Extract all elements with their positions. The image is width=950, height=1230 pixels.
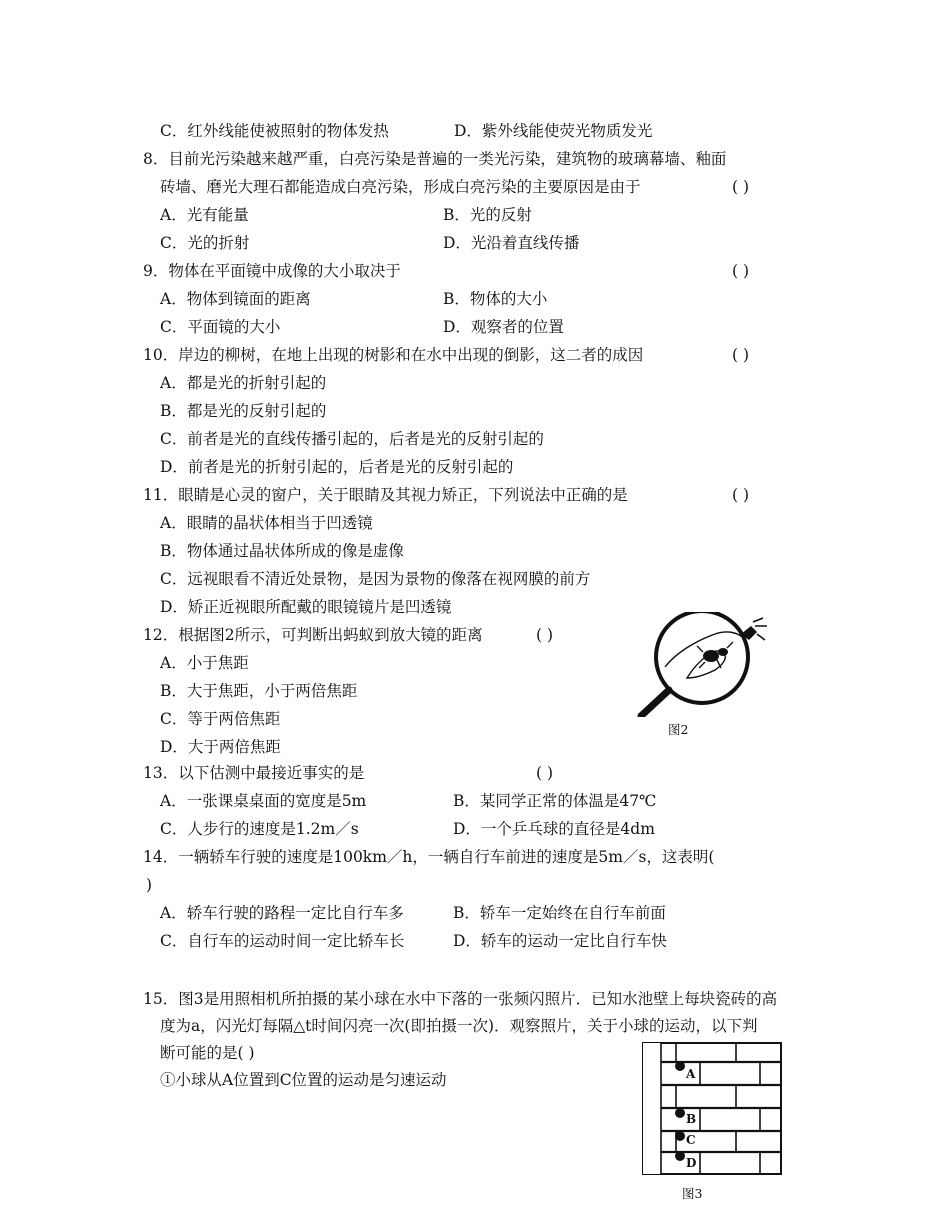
q10-stem: 10．岸边的柳树，在地上出现的树影和在水中出现的倒影，这二者的成因: [143, 346, 644, 364]
q11-option-d: D．矫正近视眼所配戴的眼镜镜片是凹透镜: [160, 598, 452, 616]
q15-stem-line3: 断可能的是( ): [160, 1044, 255, 1062]
q12-option-c: C．等于两倍焦距: [160, 710, 281, 728]
ball-label-b: B: [686, 1112, 697, 1126]
q12-option-a: A．小于焦距: [160, 654, 249, 672]
q15-stem-line2: 度为a，闪光灯每隔△t时间闪亮一次(即拍摄一次)．观察照片，关于小球的运动，以下判: [160, 1017, 758, 1035]
q10-answer-bracket: ( ): [732, 346, 750, 364]
q12-option-b: B．大于焦距，小于两倍焦距: [160, 682, 358, 700]
q13-option-a: A．一张课桌桌面的宽度是5m: [160, 792, 367, 810]
q13-option-d: D．一个乒乓球的直径是4dm: [453, 820, 655, 838]
q14-option-b: B．轿车一定始终在自行车前面: [453, 904, 666, 922]
ball-label-a: A: [686, 1067, 696, 1081]
figure-2-caption: 图2: [668, 722, 689, 737]
q8-option-a: A．光有能量: [160, 206, 249, 224]
q14-option-d: D．轿车的运动一定比自行车快: [453, 932, 667, 950]
q7-option-d: D．紫外线能使荧光物质发光: [454, 122, 653, 140]
ball-label-c: C: [686, 1133, 696, 1147]
q13-option-b: B．某同学正常的体温是47℃: [453, 792, 657, 810]
ball-label-d: D: [686, 1156, 697, 1170]
q11-option-c: C．远视眼看不清近处景物，是因为景物的像落在视网膜的前方: [160, 570, 591, 588]
q9-option-a: A．物体到镜面的距离: [160, 290, 311, 308]
q9-answer-bracket: ( ): [732, 262, 750, 280]
q11-stem: 11．眼睛是心灵的窗户，关于眼睛及其视力矫正，下列说法中正确的是: [143, 486, 628, 504]
q7-option-c: C．红外线能使被照射的物体发热: [160, 122, 389, 140]
q14-option-a: A．轿车行驶的路程一定比自行车多: [160, 904, 404, 922]
q9-option-b: B．物体的大小: [443, 290, 548, 308]
q14-option-c: C．自行车的运动时间一定比轿车长: [160, 932, 405, 950]
q10-option-d: D．前者是光的折射引起的，后者是光的反射引起的: [160, 458, 514, 476]
q13-stem: 13．以下估测中最接近事实的是: [143, 764, 365, 782]
q14-stem-line2: ): [146, 876, 153, 894]
q9-option-d: D．观察者的位置: [443, 318, 564, 336]
q13-answer-bracket: ( ): [536, 764, 554, 782]
q8-option-b: B．光的反射: [443, 206, 532, 224]
q10-option-b: B．都是光的反射引起的: [160, 402, 327, 420]
q8-answer-bracket: ( ): [732, 178, 750, 196]
q9-stem: 9．物体在平面镜中成像的大小取决于: [143, 262, 401, 280]
q15-stem-line1: 15．图3是用照相机所拍摄的某小球在水中下落的一张频闪照片．已知水池壁上每块瓷砖的高: [143, 990, 778, 1008]
tile-wall-figure: [640, 1040, 785, 1175]
q8-stem-line1: 8．目前光污染越来越严重，白亮污染是普遍的一类光污染，建筑物的玻璃幕墙、釉面: [143, 150, 727, 168]
q8-option-c: C．光的折射: [160, 234, 250, 252]
q12-option-d: D．大于两倍焦距: [160, 738, 281, 756]
q12-answer-bracket: ( ): [536, 626, 554, 644]
q8-stem-line2: 砖墙、磨光大理石都能造成白亮污染，形成白亮污染的主要原因是由于: [160, 178, 641, 196]
q15-item-1: ①小球从A位置到C位置的运动是匀速运动: [160, 1071, 447, 1089]
q10-option-a: A．都是光的折射引起的: [160, 374, 327, 392]
q10-option-c: C．前者是光的直线传播引起的，后者是光的反射引起的: [160, 430, 544, 448]
q11-option-b: B．物体通过晶状体所成的像是虚像: [160, 542, 404, 560]
figure-3-caption: 图3: [682, 1186, 703, 1201]
q14-stem-line1: 14．一辆轿车行驶的速度是100km／h，一辆自行车前进的速度是5m／s，这表明(: [143, 848, 715, 866]
q8-option-d: D．光沿着直线传播: [443, 234, 580, 252]
q11-answer-bracket: ( ): [732, 486, 750, 504]
magnifier-figure: [635, 612, 775, 717]
q9-option-c: C．平面镜的大小: [160, 318, 281, 336]
q13-option-c: C．人步行的速度是1.2m／s: [160, 820, 359, 838]
q12-stem: 12．根据图2所示，可判断出蚂蚁到放大镜的距离: [143, 626, 483, 644]
q11-option-a: A．眼睛的晶状体相当于凹透镜: [160, 514, 373, 532]
